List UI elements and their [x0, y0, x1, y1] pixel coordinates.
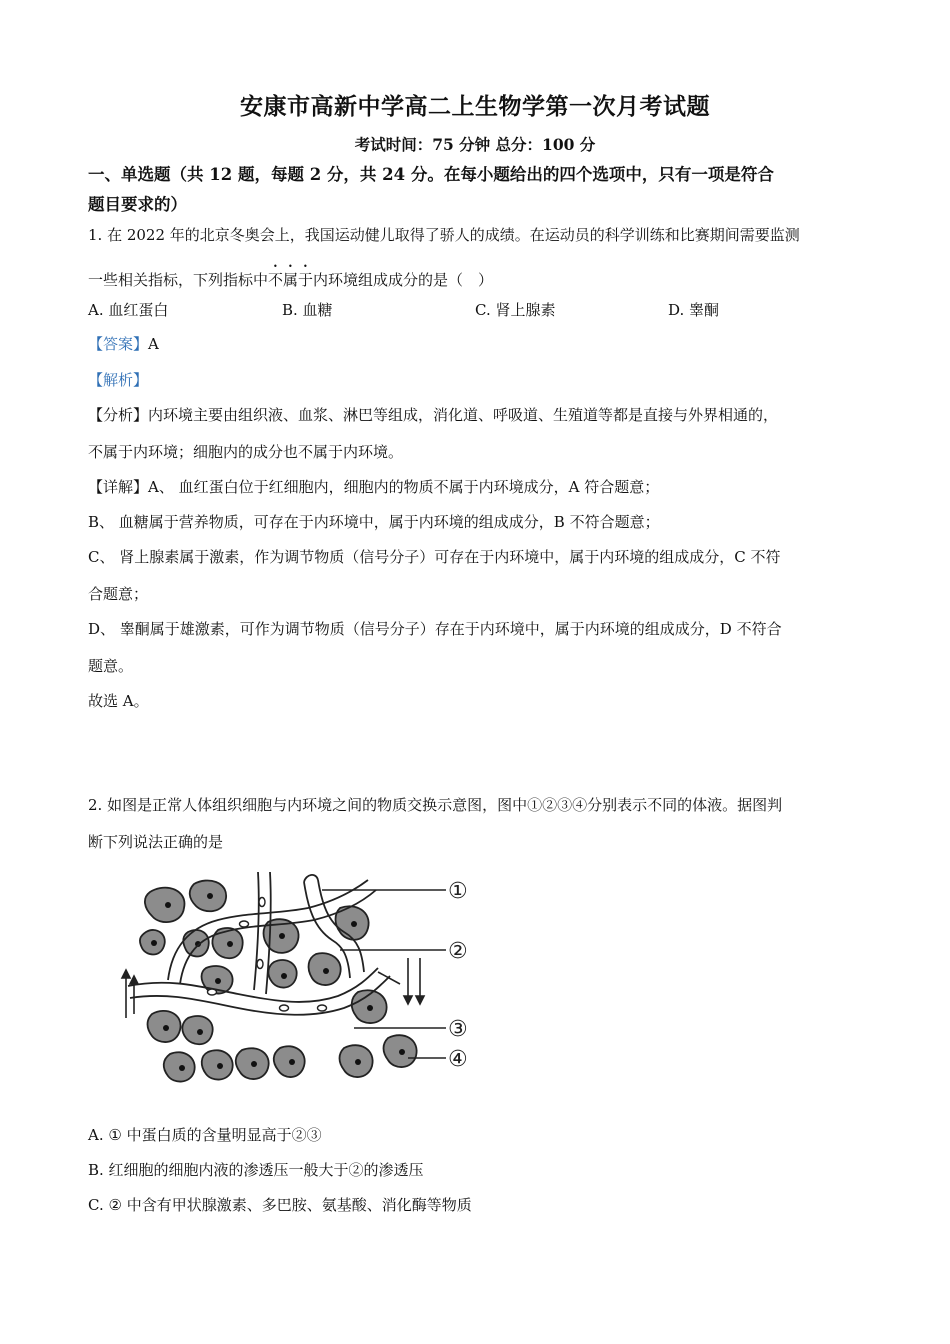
q1-option-b: B. 血糖: [282, 301, 333, 319]
q1-stem-line2: [88, 262, 868, 290]
q2-stem-line2: 断下列说法正确的是: [88, 833, 224, 851]
q1-option-d: D. 睾酮: [668, 301, 720, 319]
q2-stem-line1: 2. 如图是正常人体组织细胞与内环境之间的物质交换示意图，图中①②③④分别表示不同的体液。据图判: [88, 796, 783, 814]
q2-option-c: C. ② 中含有甲状腺激素、多巴胺、氨基酸、消化酶等物质: [88, 1196, 472, 1214]
q1-stem-line1: 1. 在 2022 年的北京冬奥会上，我国运动健儿取得了骄人的成绩。在运动员的科学训练和比赛期间需要监测: [88, 226, 800, 244]
q1-detail-line5: D、 睾酮属于雄激素，可作为调节物质（信号分子）存在于内环境中，属于内环境的组成成分，D 不符合: [88, 620, 782, 638]
tissue-cell: [202, 1050, 233, 1079]
q1-option-c: C. 肾上腺素: [475, 301, 556, 319]
section-heading-line2: 题目要求的）: [88, 195, 187, 214]
section-heading-line1: 一、单选题（共 12 题，每题 2 分，共 24 分。在每小题给出的四个选项中，只有一项是符合: [88, 165, 774, 184]
q1-detail-line6: 题意。: [88, 657, 134, 675]
q1-stem-post: 内环境组成成分的是（ ）: [313, 271, 494, 289]
q1-analysis-line2: 不属于内环境；细胞内的成分也不属于内环境。: [88, 443, 404, 461]
q1-option-a: A. 血红蛋白: [88, 301, 169, 319]
figure-label-1: ①: [448, 879, 468, 904]
tissue-exchange-diagram: [108, 868, 488, 1090]
lymph-vessel-end: [304, 875, 318, 882]
answer-value: A: [148, 335, 159, 353]
capillary-wall: [130, 976, 390, 1015]
analysis-tag: 【解析】: [88, 371, 149, 389]
q1-conclusion: 故选 A。: [88, 692, 149, 710]
q1-analysis-line1: 【分析】内环境主要由组织液、血浆、淋巴等组成，消化道、呼吸道、生殖道等都是直接与外界相通的，: [88, 406, 779, 424]
tissue-cell: [145, 888, 185, 922]
q1-detail-line4: 合题意；: [88, 585, 149, 603]
capillary-wall: [254, 872, 259, 990]
q1-answer: [88, 333, 868, 354]
q1-stem-pre: 一些相关指标，下列指标中: [88, 271, 269, 289]
figure-label-2: ②: [448, 939, 468, 964]
figure-label-4: ④: [448, 1047, 468, 1072]
q1-detail-line2: B、 血糖属于营养物质，可存在于内环境中，属于内环境的组成成分，B 不符合题意；: [88, 513, 660, 531]
page-title: 安康市高新中学高二上生物学第一次月考试题: [240, 93, 710, 120]
q1-detail-line3: C、 肾上腺素属于激素，作为调节物质（信号分子）可存在于内环境中，属于内环境的组成成分，C 不符: [88, 548, 781, 566]
tissue-cell: [164, 1052, 195, 1081]
tissue-cell: [182, 1016, 212, 1044]
exam-info: 考试时间：75 分钟 总分：100 分: [354, 135, 596, 154]
figure-label-3: ③: [448, 1017, 468, 1042]
q2-option-b: B. 红细胞的细胞内液的渗透压一般大于②的渗透压: [88, 1161, 424, 1179]
q1-detail-line1: 【详解】A、 血红蛋白位于红细胞内，细胞内的物质不属于内环境成分，A 符合题意；: [88, 478, 660, 496]
q2-option-a: A. ① 中蛋白质的含量明显高于②③: [88, 1126, 322, 1144]
q1-stem-emphasis: 不属于: [268, 271, 314, 289]
answer-tag: 【答案】: [88, 335, 149, 353]
